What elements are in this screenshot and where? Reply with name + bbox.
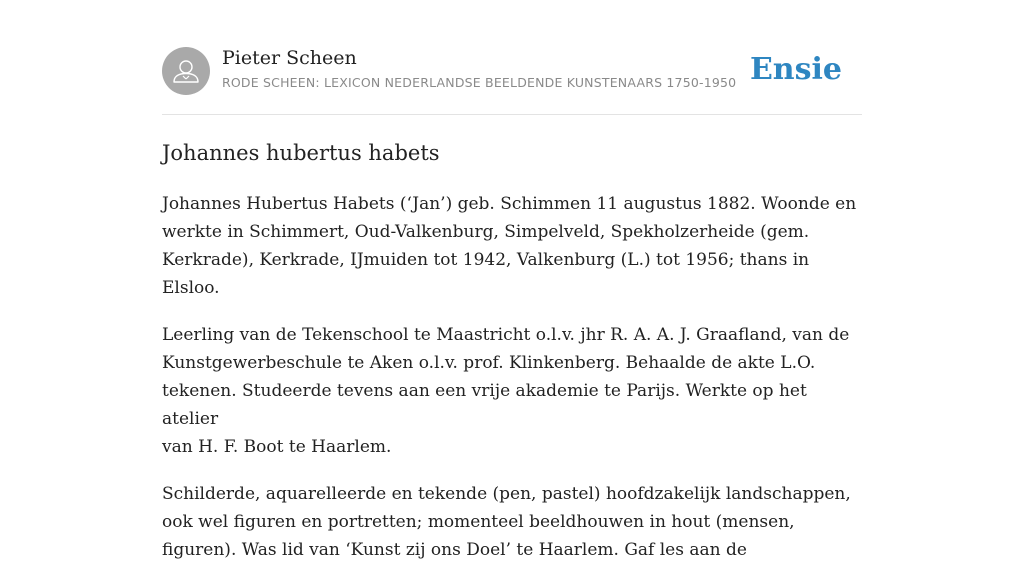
user-avatar-icon[interactable] — [162, 47, 210, 95]
article-paragraph: Schilderde, aquarelleerde en tekende (pen, pastel) hoofdzakelijk landschappen, ook wel figuren en portretten; momenteel beeldhouwen in hout (mensen, figuren). Was lid van ‘Kunst zij ons Doel’ te Haarlem. Gaf les aan de — [162, 484, 851, 560]
article-body — [162, 190, 862, 564]
article-paragraph: Leerling van de Tekenschool te Maastricht o.l.v. jhr R. A. A. J. Graafland, van de Kunstgewerbeschule te Aken o.l.v. prof. Klinkenberg. Behaalde de akte L.O. tekenen. Studeerde tevens aan een vrije akademie te Parijs. Werkte op het atelier van H. F. Boot te Haarlem. — [162, 325, 850, 457]
article-title: Johannes hubertus habets — [162, 141, 440, 165]
article-paragraph: Johannes Hubertus Habets (‘Jan’) geb. Schimmen 11 augustus 1882. Woonde en werkte in Schimmert, Oud-Valkenburg, Simpelveld, Spekholzerheide (gem. Kerkrade), Kerkrade, IJmuiden tot 1942, Valkenburg (L.) tot 1956; thans in Elsloo. — [162, 194, 857, 298]
ensie-logo-link[interactable]: Ensie — [749, 52, 842, 87]
user-silhouette-icon — [162, 47, 210, 95]
source-title[interactable]: RODE SCHEEN: LEXICON NEDERLANDSE BEELDENDE KUNSTENAARS 1750-1950 — [222, 75, 737, 90]
article-header — [162, 46, 862, 115]
author-name[interactable]: Pieter Scheen — [222, 47, 357, 69]
